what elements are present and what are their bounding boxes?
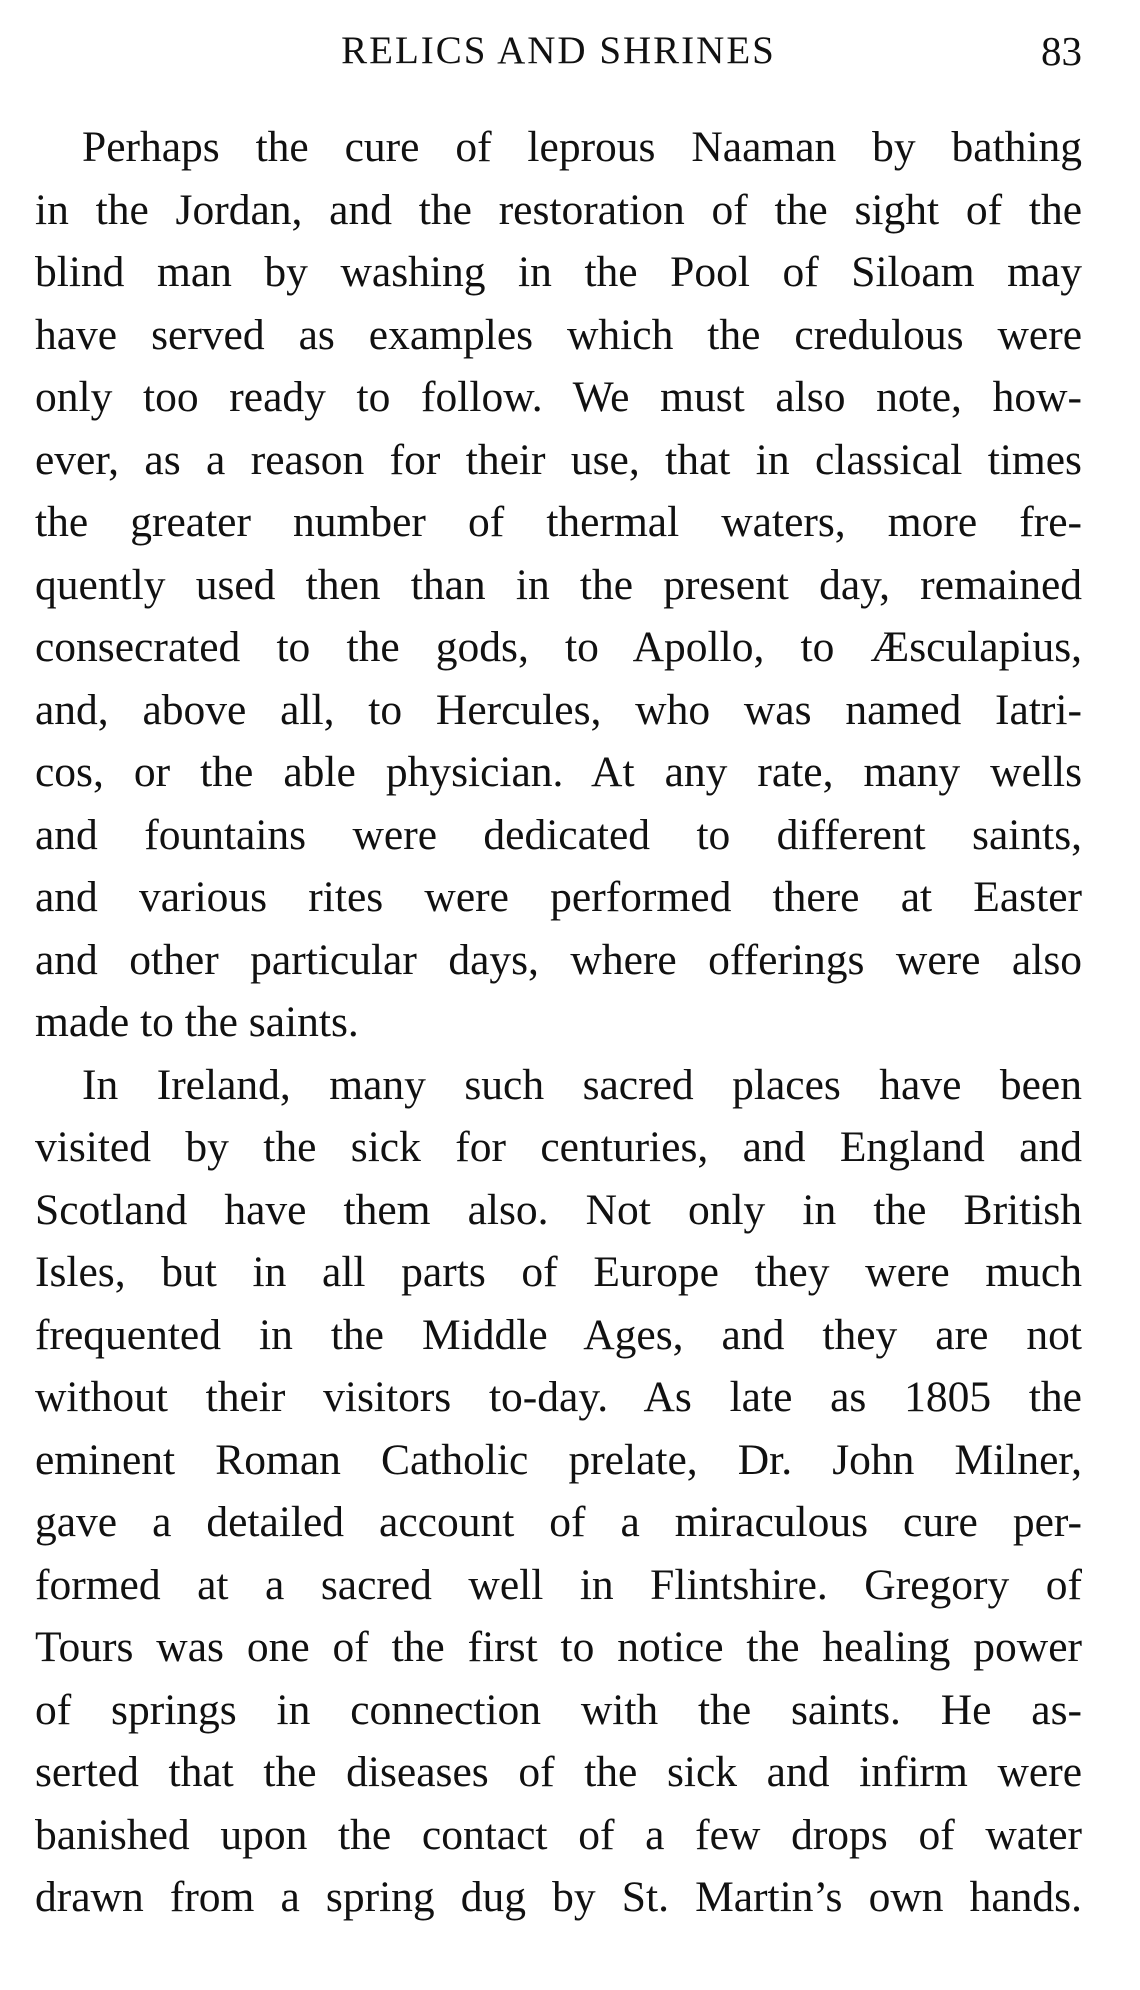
- text-line: cos, or the able physician. At any rate, many wells: [35, 748, 1082, 796]
- text-line: of springs in connection with the saints. He as-: [35, 1685, 1082, 1734]
- text-line: without their visitors to-day. As late as 1805 the: [35, 1373, 1082, 1421]
- text-line: and, above all, to Hercules, who was named Iatri-: [35, 685, 1082, 734]
- body-text: [35, 116, 1082, 1929]
- text-line: Tours was one of the first to notice the healing power: [35, 1623, 1082, 1671]
- text-line: consecrated to the gods, to Apollo, to Æsculapius,: [35, 623, 1082, 671]
- paragraph-1: [35, 116, 1082, 1054]
- text-line: Perhaps the cure of leprous Naaman by bathing: [82, 123, 1082, 171]
- text-line: visited by the sick for centuries, and England and: [35, 1123, 1082, 1171]
- page-number: 83: [1041, 28, 1082, 74]
- text-line: gave a detailed account of a miraculous cure per-: [35, 1498, 1082, 1546]
- text-line: banished upon the contact of a few drops of water: [35, 1810, 1082, 1859]
- text-line: drawn from a spring dug by St. Martin’s own hands.: [35, 1873, 1082, 1921]
- text-line: Scotland have them also. Not only in the British: [35, 1185, 1082, 1234]
- text-line: have served as examples which the credulous were: [35, 310, 1082, 359]
- text-line: made to the saints.: [35, 998, 359, 1046]
- running-title: RELICS AND SHRINES: [341, 29, 776, 72]
- text-line: and various rites were performed there at Easter: [35, 873, 1082, 921]
- text-line: In Ireland, many such sacred places have been: [82, 1060, 1082, 1109]
- text-line: only too ready to follow. We must also note, how-: [35, 373, 1082, 421]
- text-line: and fountains were dedicated to different saints,: [35, 810, 1082, 859]
- text-line: blind man by washing in the Pool of Siloam may: [35, 248, 1082, 296]
- text-line: in the Jordan, and the restoration of the sight of the: [35, 185, 1082, 234]
- text-line: quently used then than in the present day, remained: [35, 560, 1082, 609]
- text-line: serted that the diseases of the sick and infirm were: [35, 1748, 1082, 1796]
- text-line: the greater number of thermal waters, more fre-: [35, 498, 1082, 546]
- text-line: eminent Roman Catholic prelate, Dr. John Milner,: [35, 1435, 1082, 1484]
- text-line: formed at a sacred well in Flintshire. Gregory of: [35, 1560, 1082, 1609]
- text-line: and other particular days, where offerings were also: [35, 935, 1082, 984]
- running-head: [35, 26, 1082, 76]
- text-line: ever, as a reason for their use, that in classical times: [35, 435, 1082, 484]
- text-line: Isles, but in all parts of Europe they were much: [35, 1248, 1082, 1296]
- paragraph-2: [35, 1054, 1082, 1929]
- text-line: frequented in the Middle Ages, and they are not: [35, 1310, 1082, 1359]
